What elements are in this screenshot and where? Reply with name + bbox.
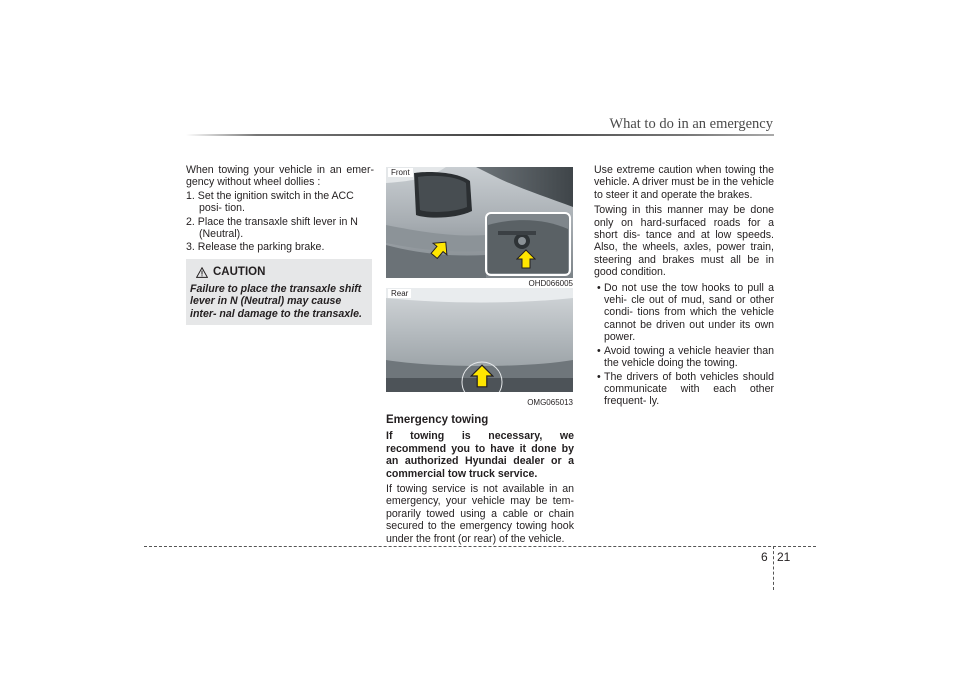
column-2 (386, 414, 574, 548)
caution-label: CAUTION (213, 266, 266, 278)
warning-triangle-icon (196, 267, 208, 278)
header-rule (186, 134, 774, 136)
step-item: 2. Place the transaxle shift lever in N (Neutral). (186, 215, 358, 241)
intro-text: When towing your vehicle in an emer- gency without wheel dollies : (186, 164, 374, 189)
rear-figure-code: OMG065013 (527, 398, 573, 407)
caution-paragraph: Use extreme caution when towing the vehicle. A driver must be in the vehicle to steer it and operate the brakes. (594, 164, 774, 201)
list-item: • The drivers of both vehicles should communicate with each other frequent- ly. (594, 371, 774, 408)
footer-rule (144, 546, 816, 547)
caution-box (186, 259, 372, 325)
towing-body-text: If towing service is not available in an emergency, your vehicle may be tem- porarily towed using a cable or chain secured to the emergency towing hook under the front (or rear) of the vehicle. (386, 483, 574, 545)
rear-tow-hook-figure (386, 288, 573, 392)
arrow-up-icon (516, 249, 536, 269)
rear-figure-label: Rear (388, 289, 411, 298)
column-1 (186, 164, 374, 255)
front-figure-code: OHD066005 (528, 279, 573, 288)
caution-heading (196, 266, 265, 278)
front-bumper-illustration (386, 167, 573, 278)
road-condition-paragraph: Towing in this manner may be done only on hard-surfaced roads for a short dis- tance and at low speeds. Also, the wheels, axles, power train, steering and brakes must all be in good condition. (594, 204, 774, 279)
emergency-towing-heading: Emergency towing (386, 414, 489, 426)
towing-warnings-list (594, 282, 774, 408)
column-3 (594, 164, 774, 409)
step-item: 1. Set the ignition switch in the ACC posi- tion. (186, 189, 354, 215)
towing-recommendation: If towing is necessary, we recommend you to have it done by an authorized Hyundai dealer or a commercial tow truck service. (386, 430, 574, 480)
section-title: What to do in an emergency (609, 116, 773, 132)
towing-steps (186, 190, 374, 254)
step-item: 3. Release the parking brake. (186, 241, 325, 254)
list-item: • Do not use the tow hooks to pull a vehi- cle out of mud, sand or other condi- tions from which the vehicle cannot be driven out under its own power. (594, 282, 774, 344)
chapter-number: 6 (761, 550, 768, 564)
list-item: • Avoid towing a vehicle heavier than the vehicle doing the towing. (594, 345, 774, 370)
arrow-up-icon (470, 364, 494, 388)
page-number: 21 (777, 550, 791, 564)
front-tow-hook-figure (386, 167, 573, 278)
caution-text: Failure to place the transaxle shift lever in N (Neutral) may cause inter- nal damage to the transaxle. (190, 283, 362, 320)
front-figure-label: Front (388, 168, 413, 177)
page-number-divider (773, 546, 774, 590)
